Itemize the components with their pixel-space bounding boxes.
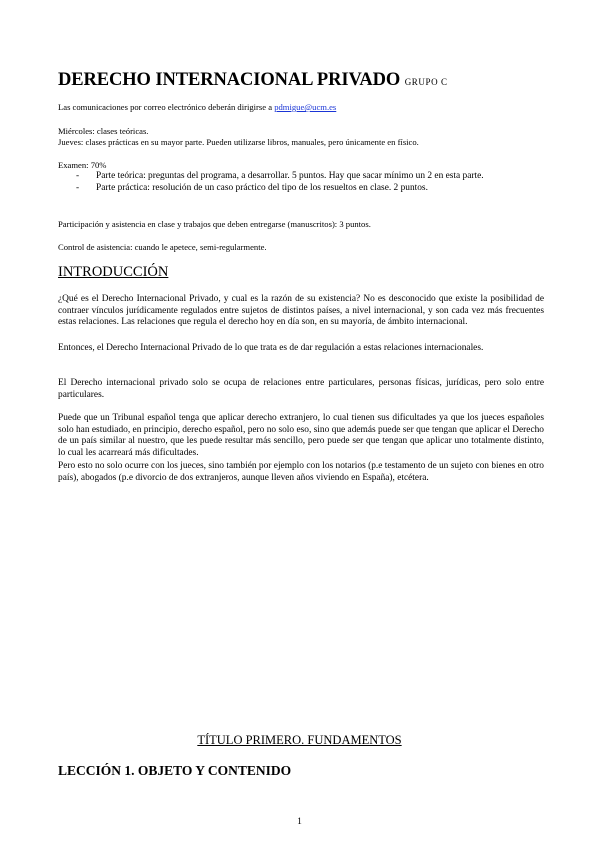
bullet-dash: - (76, 182, 80, 193)
lesson-heading: LECCIÓN 1. OBJETO Y CONTENIDO (58, 763, 292, 778)
exam-list (58, 171, 544, 194)
schedule-thursday: Jueves: clases prácticas en su mayor parte. Pueden utilizarse libros, manuales, pero únicamente en físico. (58, 137, 419, 147)
bullet-dash: - (76, 171, 80, 181)
email-link[interactable]: pdmigue@ucm.es (274, 102, 337, 112)
intro-paragraph-1: ¿Qué es el Derecho Internacional Privado, y cual es la razón de su existencia? No es desconocido que existe la posibilidad de contraer vínculos jurídicamente regulados entre sujetos de distintos países, a nivel internacional, y son cada vez más frecuentes estas relaciones. Las relaciones que regula el derecho hoy en día son, en su mayoría, de ámbito internacional. (58, 294, 544, 328)
intro-paragraph-5: Pero esto no solo ocurre con los jueces, sino también por ejemplo con los notarios (p.e testamento de un sujeto con bienes en otro país), abogados (p.e divorcio de dos extranjeros, aunque lleven años viviendo en España), etcétera. (58, 461, 544, 483)
contact-line (58, 102, 336, 113)
participation-line: Participación y asistencia en clase y trabajos que deben entregarse (manuscritos): 3 puntos. (58, 219, 371, 229)
intro-paragraph-2: Entonces, el Derecho Internacional Privado de lo que trata es de dar regulación a estas relaciones internacionales. (58, 343, 484, 353)
intro-paragraph-3: El Derecho internacional privado solo se ocupa de relaciones entre particulares, personas físicas, jurídicas, pero solo entre particulares. (58, 378, 544, 400)
schedule-wednesday: Miércoles: clases teóricas. (58, 126, 149, 136)
title-main: DERECHO INTERNACIONAL PRIVADO (58, 70, 401, 90)
document-title (58, 70, 448, 91)
exam-item-theory-text: Parte teórica: preguntas del programa, a desarrollar. 5 puntos. Hay que sacar mínimo un 2 en esta parte. (96, 171, 484, 181)
section-title: TÍTULO PRIMERO. FUNDAMENTOS (197, 733, 402, 747)
exam-item-practice (58, 183, 544, 195)
contact-text: Las comunicaciones por correo electrónico deberán dirigirse a (58, 102, 275, 112)
exam-item-practice-text: Parte práctica: resolución de un caso práctico del tipo de los resueltos en clase. 2 puntos. (96, 182, 428, 193)
title-group: GRUPO C (404, 77, 448, 87)
exam-item-theory (58, 171, 544, 183)
exam-heading: Examen: 70% (58, 160, 107, 170)
attendance-line: Control de asistencia: cuando le apetece, semi-regularmente. (58, 242, 267, 252)
intro-heading: INTRODUCCIÓN (58, 264, 169, 280)
page-number: 1 (297, 817, 302, 827)
intro-paragraph-4: Puede que un Tribunal español tenga que aplicar derecho extranjero, lo cual tienen sus dificultades ya que los jueces españoles solo han estudiado, en principio, derecho español, pero no solo eso, sino que además puede ser que tengan que aplicar el Derecho de un país similar al nuestro, que les puede resultar más sencillo, pero puede ser que tengan que aplicar uno totalmente distinto, lo cual les acarreará más dificultades. (58, 413, 544, 458)
